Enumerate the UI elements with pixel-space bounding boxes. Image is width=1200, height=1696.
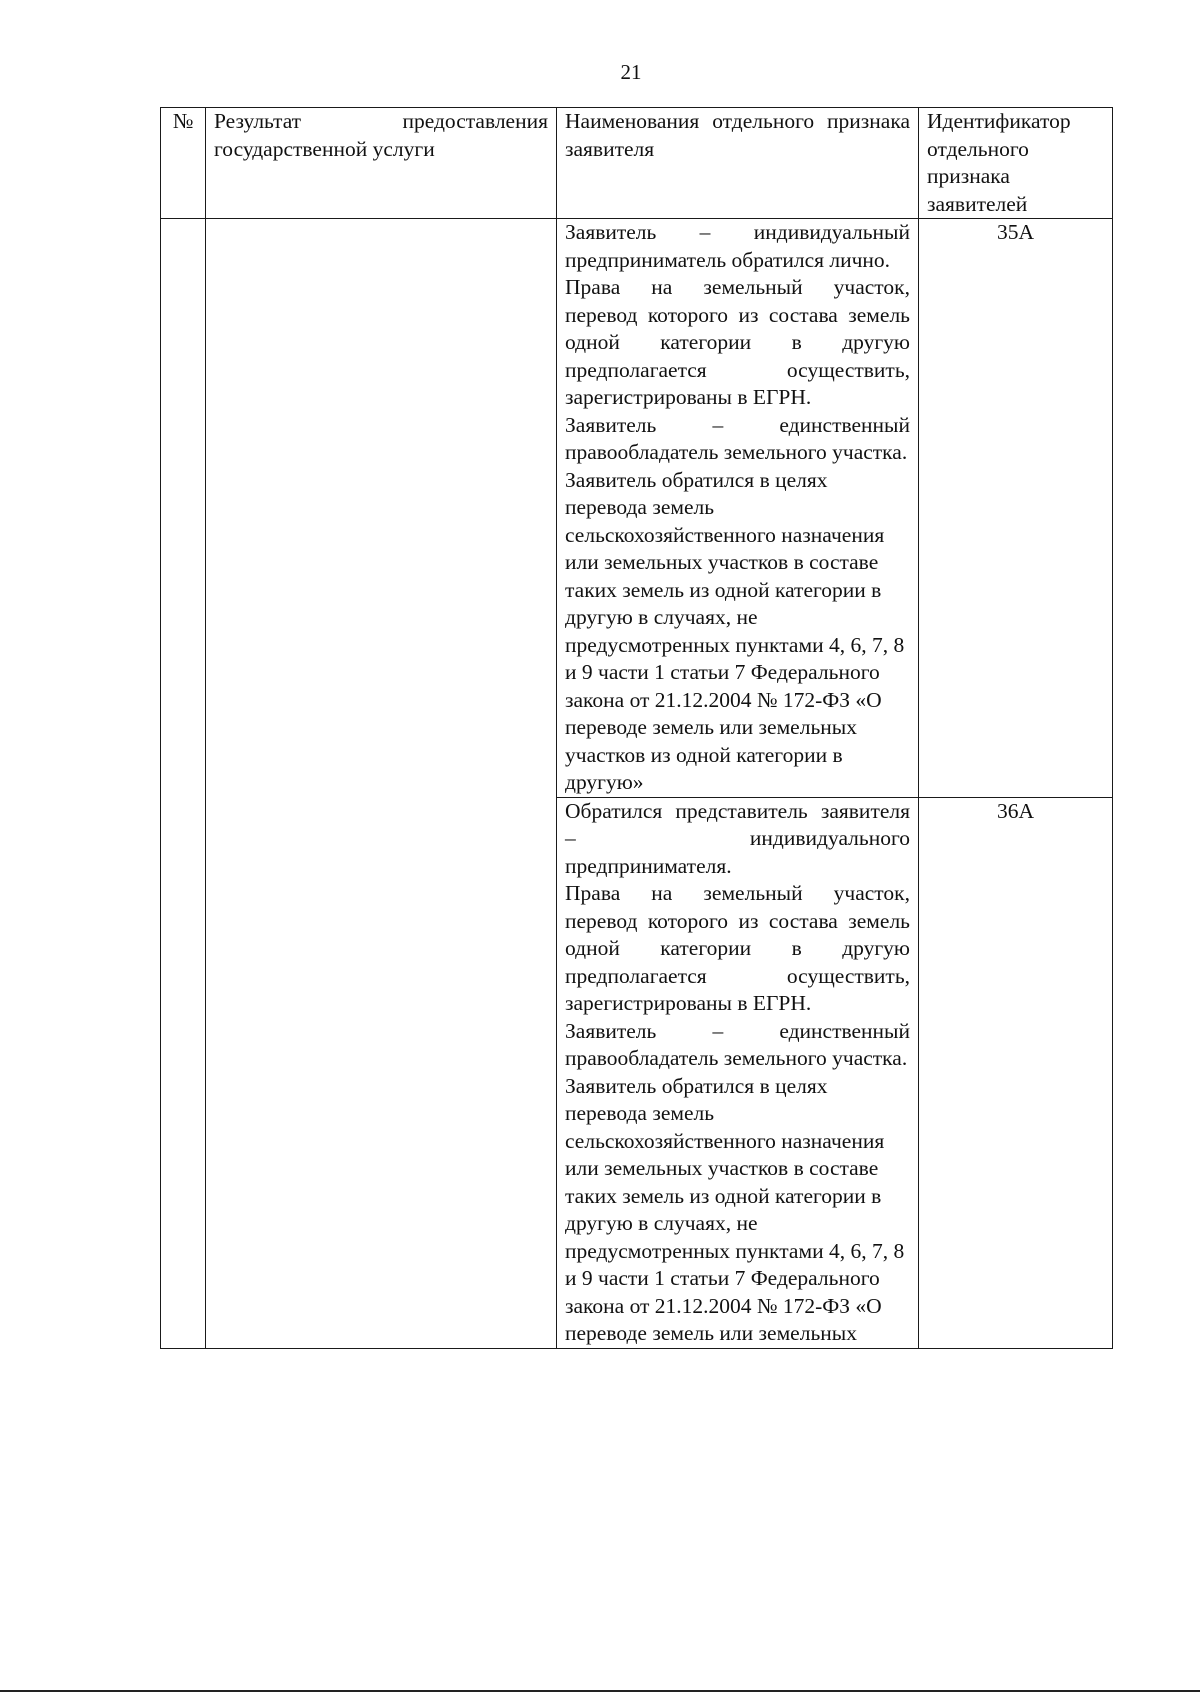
feature-paragraph: Заявитель – единственный правообладатель земельного участка. xyxy=(565,1018,910,1070)
page-number: 21 xyxy=(620,60,642,84)
feature-paragraph: Обратился представитель заявителя – индивидуального предпринимателя. xyxy=(565,798,910,878)
feature-name-cell xyxy=(557,219,919,798)
header-result: Результат предоставления государственной услуги xyxy=(206,108,557,219)
row-number-cell xyxy=(161,219,206,1349)
feature-paragraph: Заявитель – индивидуальный предприниматель обратился лично. xyxy=(565,220,910,272)
feature-paragraph: Права на земельный участок, перевод которого из состава земель одной категории в другую предполагается осуществить, зарегистрированы в ЕГРН. xyxy=(565,881,910,1015)
table-header-row xyxy=(161,108,1113,219)
header-identifier: Идентификатор отдельного признака заявителей xyxy=(919,108,1113,219)
feature-paragraph: Заявитель – единственный правообладатель земельного участка. xyxy=(565,412,910,464)
feature-paragraph: Заявитель обратился в целях перевода земель сельскохозяйственного назначения или земельных участков в составе таких земель из одной категории в другую в случаях, не предусмотренных пунктами 4, 6, 7, 8 и 9 части 1 статьи 7 Федерального закона от 21.12.2004 № 172-ФЗ «О переводе земель или земельных xyxy=(565,1073,905,1345)
header-number: № xyxy=(161,108,206,219)
feature-name-cell xyxy=(557,797,919,1348)
bottom-divider xyxy=(0,1690,1200,1692)
feature-paragraph: Права на земельный участок, перевод которого из состава земель одной категории в другую предполагается осуществить, зарегистрированы в ЕГРН. xyxy=(565,275,910,409)
identifier-cell: 36А xyxy=(919,797,1113,1348)
header-feature-name: Наименования отдельного признака заявителя xyxy=(557,108,919,219)
table-row xyxy=(161,219,1113,798)
feature-paragraph: Заявитель обратился в целях перевода земель сельскохозяйственного назначения или земельных участков в составе таких земель из одной категории в другую в случаях, не предусмотренных пунктами 4, 6, 7, 8 и 9 части 1 статьи 7 Федерального закона от 21.12.2004 № 172-ФЗ «О переводе земель или земельных участков из одной категории в другую» xyxy=(565,467,905,794)
applicant-features-table xyxy=(160,107,1113,1349)
identifier-cell: 35А xyxy=(919,219,1113,798)
row-result-cell xyxy=(206,219,557,1349)
